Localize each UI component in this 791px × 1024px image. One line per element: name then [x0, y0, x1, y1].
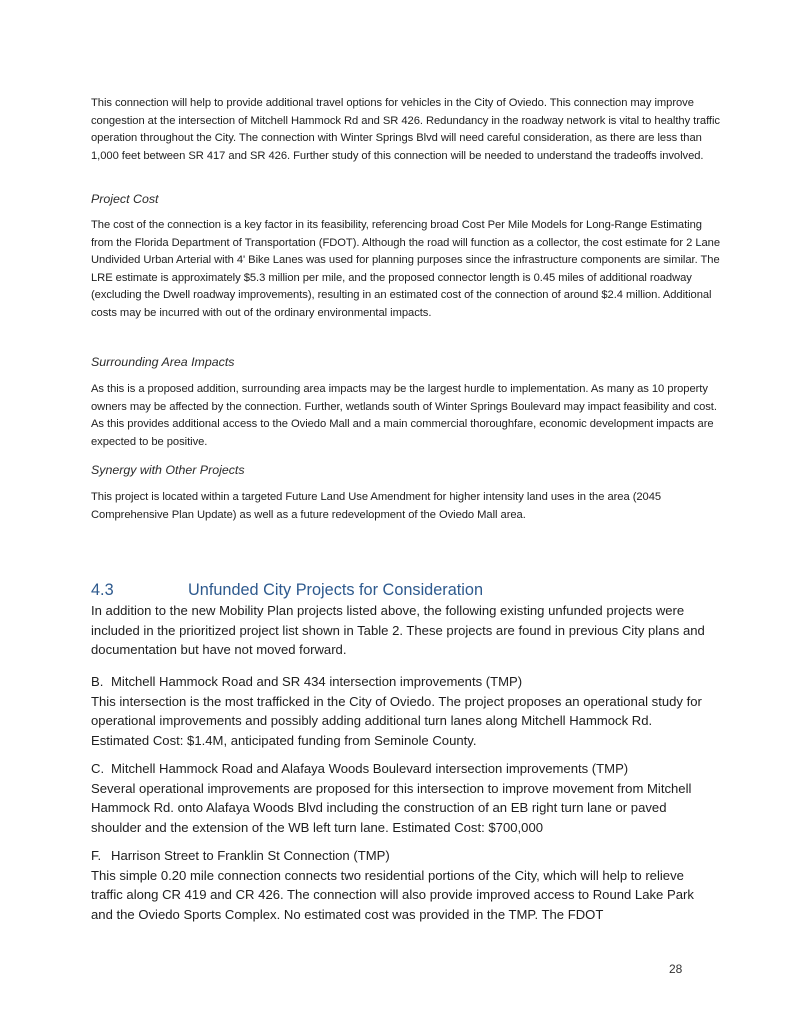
project-cost-heading: Project Cost — [91, 192, 159, 206]
item-title-text: Mitchell Hammock Road and Alafaya Woods Boulevard intersection improvements (TMP) — [111, 761, 629, 776]
item-letter: F. — [91, 848, 102, 863]
section-heading — [91, 581, 483, 600]
project-item-body: Several operational improvements are proposed for this intersection to improve movement from Mitchell Hammock Rd. onto Alafaya Woods Blvd including the construction of an EB right turn lane or paved shoulder and the extension of the WB left turn lane. Estimated Cost: $700,000 — [91, 780, 692, 835]
surrounding-area-heading: Surrounding Area Impacts — [91, 355, 235, 369]
project-item-title — [91, 846, 711, 866]
project-item-c — [91, 759, 711, 837]
surrounding-area-paragraph — [91, 381, 721, 451]
item-title-text: Mitchell Hammock Road and SR 434 intersection improvements (TMP) — [111, 674, 523, 689]
paragraph-text: This project is located within a targeted Future Land Use Amendment for higher intensity land uses in the area (2045 Comprehensive Plan Update) as well as a future redevelopment of the Oviedo Mall area. — [91, 491, 662, 521]
project-cost-paragraph — [91, 217, 721, 323]
section-title: Unfunded City Projects for Consideration — [188, 581, 484, 599]
project-item-b — [91, 672, 711, 750]
paragraph-text: The cost of the connection is a key factor in its feasibility, referencing broad Cost Per Mile Models for Long-Range Estimating from the Florida Department of Transportation (FDOT). Although the road will function as a collector, the cost estimate for 2 Lane Undivided Urban Arterial with 4' Bike Lanes was used for planning purposes since the infrastructure components are similar. The LRE estimate is approximately $5.3 million per mile, and the proposed connector length is 0.45 miles of additional roadway (excluding the Dwell roadway improvements), resulting in an estimated cost of the connection of around $2.4 million. Additional costs may be incurred with out of the ordinary environmental impacts. — [91, 219, 721, 319]
connection-intro-paragraph — [91, 95, 721, 165]
item-letter: C. — [91, 761, 105, 776]
item-title-text: Harrison Street to Franklin St Connection (TMP) — [111, 848, 390, 863]
project-item-body: This simple 0.20 mile connection connects two residential portions of the City, which will help to relieve traffic along CR 419 and CR 426. The connection will also provide improved access to Round Lake Park and the Oviedo Sports Complex. No estimated cost was provided in the TMP. The FDOT — [91, 867, 694, 922]
synergy-heading: Synergy with Other Projects — [91, 463, 245, 477]
page-number: 28 — [669, 962, 683, 976]
project-item-body: This intersection is the most trafficked in the City of Oviedo. The project proposes an operational study for operational improvements and possibly adding additional turn lanes along Mitchell Hammock Rd. Estimated Cost: $1.4M, anticipated funding from Seminole County. — [91, 693, 702, 748]
paragraph-text: As this is a proposed addition, surrounding area impacts may be the largest hurdle to implementation. As many as 10 property owners may be affected by the connection. Further, wetlands south of Winter Springs Boulevard may impact feasibility and cost. As this provides additional access to the Oviedo Mall and a main commercial thoroughfare, economic development impacts are expected to be positive. — [91, 383, 717, 448]
project-item-title — [91, 672, 711, 692]
synergy-paragraph — [91, 489, 721, 524]
project-item-f — [91, 846, 711, 924]
paragraph-text: This connection will help to provide additional travel options for vehicles in the City of Oviedo. This connection may improve congestion at the intersection of Mitchell Hammock Rd and SR 426. Redundancy in the roadway network is vital to healthy traffic operation throughout the City. The connection with Winter Springs Blvd will need careful consideration, as there are less than 1,000 feet between SR 417 and SR 426. Further study of this connection will be needed to understand the tradeoffs involved. — [91, 97, 720, 162]
project-item-title — [91, 759, 711, 779]
section-number: 4.3 — [91, 581, 114, 599]
section-intro-paragraph — [91, 601, 711, 660]
paragraph-text: In addition to the new Mobility Plan projects listed above, the following existing unfunded projects were included in the prioritized project list shown in Table 2. These projects are found in previous City plans and documentation but have not moved forward. — [91, 603, 705, 657]
item-letter: B. — [91, 674, 104, 689]
